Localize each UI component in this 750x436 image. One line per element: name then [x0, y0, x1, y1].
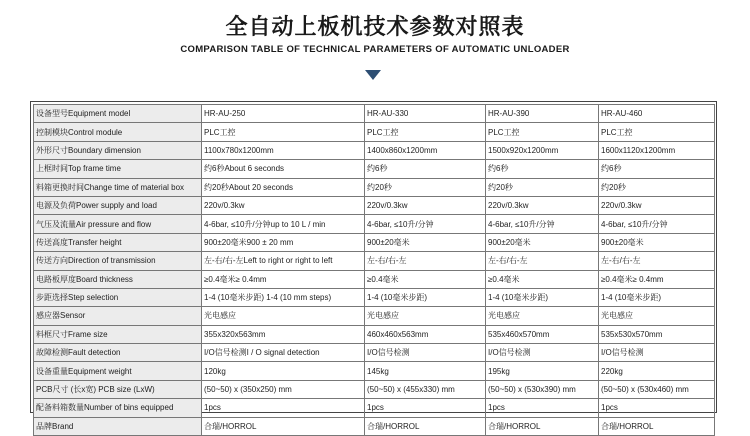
table-row: [34, 141, 715, 159]
model-value-cell: HR-AU-390: [486, 105, 599, 123]
model-value-cell: 合瑞/HORROL: [486, 417, 599, 435]
table-body: [34, 105, 715, 436]
model-value-cell: 355x320x563mm: [202, 325, 365, 343]
model-value-cell: 1pcs: [486, 399, 599, 417]
model-value-cell: 4-6bar, ≤10升/分钟: [365, 215, 486, 233]
model-value-cell: 1500x920x1200mm: [486, 141, 599, 159]
model-value-cell: 220v/0.3kw: [486, 196, 599, 214]
model-value-cell: 900±20毫米900 ± 20 mm: [202, 233, 365, 251]
model-value-cell: 220kg: [599, 362, 715, 380]
model-value-cell: 220v/0.3kw: [365, 196, 486, 214]
table-row: [34, 325, 715, 343]
model-value-cell: 1pcs: [365, 399, 486, 417]
param-label-cell: 配备料箱数量Number of bins equipped: [34, 399, 202, 417]
model-value-cell: 约20秒: [486, 178, 599, 196]
model-value-cell: 光电感应: [486, 307, 599, 325]
param-label-cell: 传送高度Transfer height: [34, 233, 202, 251]
model-value-cell: 900±20毫米: [599, 233, 715, 251]
table-row: [34, 178, 715, 196]
model-value-cell: ≥0.4毫米: [365, 270, 486, 288]
table-row: [34, 233, 715, 251]
model-value-cell: 约6秒: [599, 160, 715, 178]
table-row: [34, 288, 715, 306]
table-row: [34, 105, 715, 123]
table-row: [34, 344, 715, 362]
model-value-cell: 约20秒About 20 seconds: [202, 178, 365, 196]
model-value-cell: 约20秒: [365, 178, 486, 196]
model-value-cell: 220v/0.3kw: [202, 196, 365, 214]
spec-comparison-table: [33, 104, 715, 436]
model-value-cell: 左-右/右-左: [486, 252, 599, 270]
model-value-cell: PLC工控: [599, 123, 715, 141]
model-value-cell: (50~50) x (350x250) mm: [202, 380, 365, 398]
table-row: [34, 417, 715, 435]
model-value-cell: 光电感应: [599, 307, 715, 325]
model-value-cell: 左-右/右-左: [599, 252, 715, 270]
model-value-cell: 1-4 (10毫米步距): [365, 288, 486, 306]
param-label-cell: 传送方向Direction of transmission: [34, 252, 202, 270]
model-value-cell: 1-4 (10毫米步距): [486, 288, 599, 306]
param-label-cell: 设备重量Equipment weight: [34, 362, 202, 380]
triangle-down-icon: [365, 70, 381, 80]
model-value-cell: (50~50) x (530x460) mm: [599, 380, 715, 398]
model-value-cell: 约6秒: [365, 160, 486, 178]
model-value-cell: 460x460x563mm: [365, 325, 486, 343]
model-value-cell: 合瑞/HORROL: [365, 417, 486, 435]
model-value-cell: I/O信号检测I / O signal detection: [202, 344, 365, 362]
param-label-cell: PCB尺寸 (长x宽) PCB size (LxW): [34, 380, 202, 398]
param-label-cell: 上框时间Top frame time: [34, 160, 202, 178]
model-value-cell: 光电感应: [202, 307, 365, 325]
table-row: [34, 307, 715, 325]
model-value-cell: 约6秒About 6 seconds: [202, 160, 365, 178]
param-label-cell: 步距选择Step selection: [34, 288, 202, 306]
model-value-cell: 4-6bar, ≤10升/分钟: [599, 215, 715, 233]
model-value-cell: HR-AU-250: [202, 105, 365, 123]
model-value-cell: 1400x860x1200mm: [365, 141, 486, 159]
model-value-cell: 1-4 (10毫米步距) 1-4 (10 mm steps): [202, 288, 365, 306]
model-value-cell: 535x530x570mm: [599, 325, 715, 343]
table-row: [34, 380, 715, 398]
model-value-cell: I/O信号检测: [599, 344, 715, 362]
model-value-cell: 1600x1120x1200mm: [599, 141, 715, 159]
table-row: [34, 252, 715, 270]
model-value-cell: I/O信号检测: [365, 344, 486, 362]
param-label-cell: 品牌Brand: [34, 417, 202, 435]
model-value-cell: 4-6bar, ≤10升/分钟: [486, 215, 599, 233]
model-value-cell: 1pcs: [599, 399, 715, 417]
model-value-cell: ≥0.4毫米≥ 0.4mm: [202, 270, 365, 288]
model-value-cell: 合瑞/HORROL: [599, 417, 715, 435]
model-value-cell: PLC工控: [486, 123, 599, 141]
param-label-cell: 电路板厚度Board thickness: [34, 270, 202, 288]
param-label-cell: 外形尺寸Boundary dimension: [34, 141, 202, 159]
model-value-cell: 左-右/右-左Left to right or right to left: [202, 252, 365, 270]
param-label-cell: 料框尺寸Frame size: [34, 325, 202, 343]
model-value-cell: 1pcs: [202, 399, 365, 417]
model-value-cell: ≥0.4毫米≥ 0.4mm: [599, 270, 715, 288]
model-value-cell: 1-4 (10毫米步距): [599, 288, 715, 306]
model-value-cell: 195kg: [486, 362, 599, 380]
model-value-cell: 1100x780x1200mm: [202, 141, 365, 159]
model-value-cell: 535x460x570mm: [486, 325, 599, 343]
model-value-cell: HR-AU-330: [365, 105, 486, 123]
model-value-cell: (50~50) x (530x390) mm: [486, 380, 599, 398]
model-value-cell: HR-AU-460: [599, 105, 715, 123]
param-label-cell: 料箱更换时间Change time of material box: [34, 178, 202, 196]
param-label-cell: 故障检测Fault detection: [34, 344, 202, 362]
table-row: [34, 270, 715, 288]
table-row: [34, 196, 715, 214]
page-title: 全自动上板机技术参数对照表: [225, 15, 525, 40]
model-value-cell: PLC工控: [365, 123, 486, 141]
model-value-cell: 120kg: [202, 362, 365, 380]
model-value-cell: 合瑞/HORROL: [202, 417, 365, 435]
model-value-cell: PLC工控: [202, 123, 365, 141]
model-value-cell: 4-6bar, ≤10升/分钟up to 10 L / min: [202, 215, 365, 233]
model-value-cell: I/O信号检测: [486, 344, 599, 362]
table-row: [34, 362, 715, 380]
model-value-cell: 145kg: [365, 362, 486, 380]
model-value-cell: 220v/0.3kw: [599, 196, 715, 214]
model-value-cell: 约20秒: [599, 178, 715, 196]
table-row: [34, 160, 715, 178]
model-value-cell: ≥0.4毫米: [486, 270, 599, 288]
param-label-cell: 电源及负荷Power supply and load: [34, 196, 202, 214]
param-label-cell: 控制模块Control module: [34, 123, 202, 141]
model-value-cell: 左-右/右-左: [365, 252, 486, 270]
model-value-cell: 900±20毫米: [486, 233, 599, 251]
param-label-cell: 设备型号Equipment model: [34, 105, 202, 123]
model-value-cell: 900±20毫米: [365, 233, 486, 251]
table-row: [34, 123, 715, 141]
table-row: [34, 399, 715, 417]
model-value-cell: (50~50) x (455x330) mm: [365, 380, 486, 398]
page-subtitle: COMPARISON TABLE OF TECHNICAL PARAMETERS OF AUTOMATIC UNLOADER: [180, 44, 570, 55]
model-value-cell: 光电感应: [365, 307, 486, 325]
table-row: [34, 215, 715, 233]
model-value-cell: 约6秒: [486, 160, 599, 178]
param-label-cell: 感应器Sensor: [34, 307, 202, 325]
param-label-cell: 气压及流量Air pressure and flow: [34, 215, 202, 233]
